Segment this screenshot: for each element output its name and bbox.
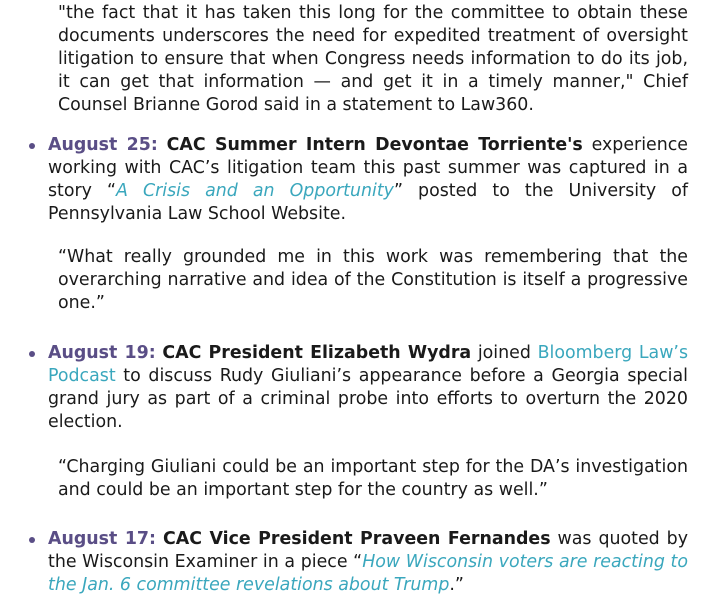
item-lead: CAC President Elizabeth Wydra [162,343,472,363]
item-lead: CAC Summer Intern Devontae Torriente's [166,135,583,155]
bullet-icon [29,537,35,543]
quote-torriente: “What really grounded me in this work was remembering that the overarching narrative and idea of the Constitution is itself a progressive one.” [58,247,688,313]
quote-gorod: "the fact that it has taken this long for the committee to obtain these documents underscores the need for expedited treatment of oversight litigation to ensure that when Congress needs information to do its job, it can get that information — and get it in a timely manner," Chief Counsel Brianne Gorod said in a statement to Law360. [58,3,688,115]
podcast-link[interactable]: Bloomberg Law’s Podcast [48,343,689,386]
item-text: experience working with CAC’s litigation team this past summer was captured in a story “ [48,135,689,201]
article-link[interactable]: How Wisconsin voters are reacting to the Jan. 6 committee revelations about Trump [48,552,689,595]
list-item-august-17 [48,528,688,597]
item-text-end: .” [449,575,464,595]
item-text-end: to discuss Rudy Giuliani’s appearance before a Georgia special grand jury as part of a criminal probe into efforts to overturn the 2020 election. [48,366,688,432]
item-text: was quoted by the Wisconsin Examiner in a piece “ [48,529,689,572]
bullet-icon [29,351,35,357]
quote-wydra: “Charging Giuliani could be an important step for the DA’s investigation and could be an important step for the country as well.” [58,457,688,500]
story-link[interactable]: A Crisis and an Opportunity [116,181,394,201]
item-text: joined [471,343,538,363]
bullet-icon [29,143,35,149]
item-lead: CAC Vice President Praveen Fernandes [162,529,551,549]
item-date: August 17: [48,529,156,549]
item-text-end: ” posted to the University of Pennsylvania Law School Website. [48,181,689,224]
item-date: August 25: [48,135,158,155]
list-item-august-19 [48,342,688,434]
list-item-august-25 [48,134,688,226]
item-date: August 19: [48,343,156,363]
